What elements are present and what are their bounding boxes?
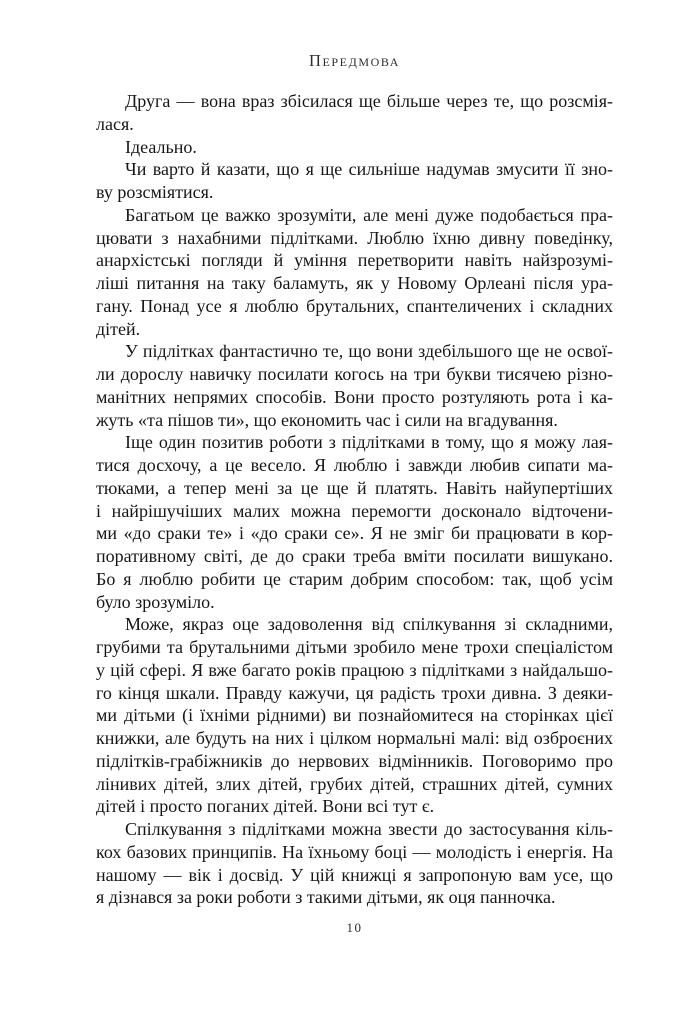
text-line: ми дітьми (і їхніми рідними) ви познайомитеся на сторінках цієї xyxy=(96,705,613,726)
text-line: я дізнався за роки роботи з такими дітьми, як оця панночка. xyxy=(96,887,556,908)
text-line: анархістські погляди й уміння перетворити навіть найзрозумі- xyxy=(96,250,613,271)
text-line: тюками, а тепер мені за це ще й платять. Навіть найупертіших xyxy=(96,477,613,498)
text-line: цювати з нахабними підлітками. Люблю їхню дивну поведінку, xyxy=(96,227,613,248)
text-line: Може, якраз оце задоволення від спілкування зі складними, xyxy=(125,614,613,635)
body-text xyxy=(96,90,613,909)
text-line: ми «до сраки те» і «до сраки се». Я не зміг би працювати в кор- xyxy=(96,523,613,544)
text-line: лася. xyxy=(96,113,134,134)
paragraph xyxy=(96,340,613,431)
text-line: нашому — вік і досвід. У цій книжці я запропоную вам усе, що xyxy=(96,864,613,885)
text-line: і найрішучіших малих можна перемогти досконало відточени- xyxy=(96,500,613,521)
text-line: дітей. xyxy=(96,318,141,339)
paragraph xyxy=(96,136,613,159)
text-line: ліші питання на таку баламуть, як у Новому Орлеані після ура- xyxy=(96,273,613,293)
text-line: Друга — вона враз збісилася ще більше через те, що розсмія- xyxy=(125,91,613,111)
chapter-running-head: Передмова xyxy=(308,51,401,70)
text-line: ву розсміятися. xyxy=(96,182,214,202)
text-line: Чи варто й казати, що я ще сильніше надумав змусити її зно- xyxy=(125,159,613,180)
paragraph xyxy=(96,613,613,818)
paragraph xyxy=(96,158,613,204)
text-line: Багатьом це важко зрозуміти, але мені дуже подобається пра- xyxy=(125,204,613,225)
text-line: поративному світі, де до сраки треба вміти посилати вишукано. xyxy=(96,546,613,566)
text-line: лінивих дітей, злих дітей, грубих дітей, страшних дітей, сумних xyxy=(96,773,613,794)
text-line: Іще один позитив роботи з підлітками в тому, що я можу лая- xyxy=(125,432,613,453)
text-line: У підлітках фантастично те, що вони здебільшого ще не освої- xyxy=(125,341,613,362)
text-line: гану. Понад усе я люблю брутальних, спантеличених і складних xyxy=(96,295,613,316)
text-line: у цій сфері. Я вже багато років працюю з підлітками з найдальшо- xyxy=(96,659,613,680)
paragraph xyxy=(96,431,613,613)
text-line: дітей і просто поганих дітей. Вони всі тут є. xyxy=(96,796,435,817)
text-line: манітних непрямих способів. Вони просто розтуляють рота і ка- xyxy=(96,386,613,407)
text-line: Бо я люблю робити це старим добрим способом: так, щоб усім xyxy=(96,568,613,589)
paragraph xyxy=(96,818,613,909)
text-line: було зрозуміло. xyxy=(96,591,215,612)
paragraph xyxy=(96,90,613,136)
text-line: кох базових принципів. На їхньому боці — молодість і енергія. На xyxy=(96,841,613,862)
paragraph xyxy=(96,204,613,341)
text-line: тися досхочу, а це весело. Я люблю і завжди любив сипати ма- xyxy=(96,455,613,475)
text-line: го кінця шкали. Правду кажучи, ця радість трохи дивна. З деяки- xyxy=(96,682,613,703)
text-line: Ідеально. xyxy=(125,136,197,157)
text-line: підлітків-грабіжників до нервових відмінників. Поговоримо про xyxy=(96,750,613,771)
page-number: 10 xyxy=(346,920,363,935)
text-line: ли дорослу навичку посилати когось на три букви тисячею різно- xyxy=(96,364,613,384)
text-line: грубими та брутальними дітьми зробило мене трохи спеціалістом xyxy=(96,637,613,657)
text-line: жуть «та пішов ти», що економить час і сили на вгадування. xyxy=(96,409,558,430)
text-line: Спілкування з підлітками можна звести до застосування кіль- xyxy=(125,819,613,839)
text-line: книжки, але будуть на них і цілком нормальні малі: від озброєних xyxy=(96,728,613,748)
